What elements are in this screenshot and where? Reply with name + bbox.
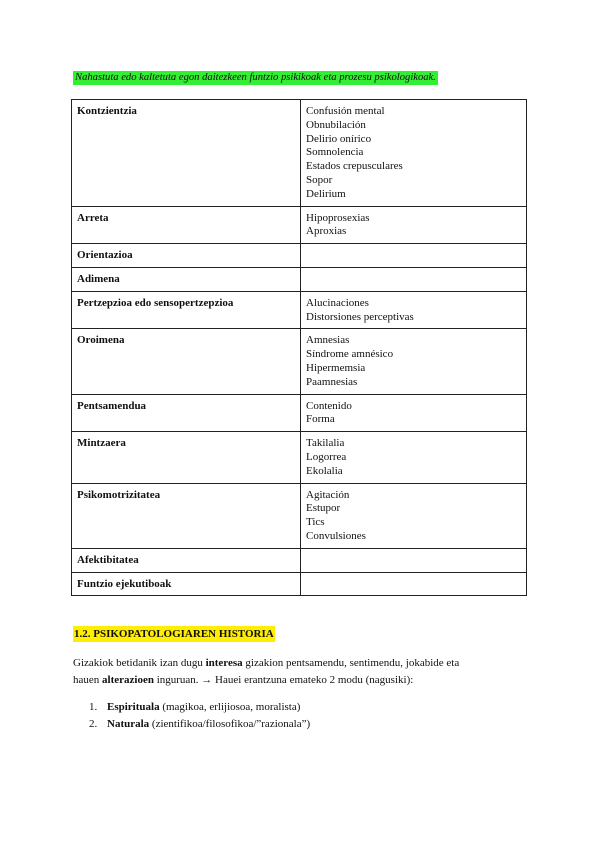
psychic-functions-table bbox=[71, 99, 527, 596]
table-body bbox=[72, 100, 527, 596]
table-row bbox=[72, 483, 527, 548]
disorder-item: Agitación bbox=[306, 488, 350, 501]
ordered-list bbox=[73, 699, 310, 733]
function-name-cell: Adimena bbox=[72, 267, 301, 291]
disorder-item: Tics bbox=[306, 516, 325, 529]
disorders-cell bbox=[301, 548, 527, 572]
table-row bbox=[72, 572, 527, 596]
function-name-cell: Mintzaera bbox=[72, 432, 301, 483]
function-name-cell: Arreta bbox=[72, 206, 301, 244]
disorder-item: Delirium bbox=[306, 187, 346, 200]
list-item bbox=[73, 716, 310, 733]
disorders-cell bbox=[301, 244, 527, 268]
function-name-cell: Afektibitatea bbox=[72, 548, 301, 572]
table-row bbox=[72, 548, 527, 572]
text-run: inguruan. → Hauei erantzuna emateko 2 modu (nagusiki): bbox=[153, 674, 414, 686]
disorder-item: Hipoprosexias bbox=[306, 211, 370, 224]
text-run: Gizakiok betidanik izan dugu bbox=[73, 657, 206, 669]
history-paragraph bbox=[73, 655, 533, 689]
bold-term-interesa: interesa bbox=[205, 657, 243, 669]
function-name-cell: Kontzientzia bbox=[72, 100, 301, 207]
list-item-term: Espirituala bbox=[107, 701, 160, 713]
disorder-item: Síndrome amnésico bbox=[306, 348, 394, 361]
disorder-item: Aproxias bbox=[306, 225, 347, 238]
bold-term-alterazioen: alterazioen bbox=[102, 674, 154, 686]
table-row bbox=[72, 394, 527, 432]
disorders-cell bbox=[301, 432, 527, 483]
disorder-item: Alucinaciones bbox=[306, 296, 369, 309]
disorders-cell bbox=[301, 267, 527, 291]
disorder-item: Obnubilación bbox=[306, 118, 366, 131]
table-row bbox=[72, 432, 527, 483]
text-run: hauen bbox=[73, 674, 103, 686]
table-row bbox=[72, 100, 527, 207]
disorder-item: Delirio onírico bbox=[306, 132, 372, 145]
disorders-cell bbox=[301, 394, 527, 432]
function-name-cell: Orientazioa bbox=[72, 244, 301, 268]
intro-highlighted-text: Nahastuta edo kaltetuta egon daitezkeen funtzio psikikoak eta prozesu psikologikoak. bbox=[75, 72, 436, 83]
list-item-detail: (zientifikoa/filosofikoa/”razionala”) bbox=[149, 718, 311, 730]
function-name-cell: Pentsamendua bbox=[72, 394, 301, 432]
table-row bbox=[72, 244, 527, 268]
disorder-item: Estados crepusculares bbox=[306, 160, 403, 173]
list-item-term: Naturala bbox=[107, 718, 150, 730]
disorder-item: Forma bbox=[306, 413, 335, 426]
disorder-item: Sopor bbox=[306, 173, 333, 186]
table-row bbox=[72, 291, 527, 329]
disorder-item: Ekolalia bbox=[306, 464, 343, 477]
list-item-detail: (magikoa, erlijiosoa, moralista) bbox=[159, 701, 301, 713]
disorder-item: Paamnesias bbox=[306, 375, 358, 388]
paragraph-line-1 bbox=[73, 655, 533, 672]
table-row bbox=[72, 267, 527, 291]
list-number: 2. bbox=[89, 718, 98, 730]
disorders-cell bbox=[301, 206, 527, 244]
paragraph-line-2 bbox=[73, 672, 533, 689]
disorders-cell bbox=[301, 329, 527, 394]
table-row bbox=[72, 329, 527, 394]
text-run: gizakion pentsamendu, sentimendu, jokabide eta bbox=[242, 657, 460, 669]
function-name-cell: Psikomotrizitatea bbox=[72, 483, 301, 548]
disorder-item: Contenido bbox=[306, 399, 352, 412]
disorder-item: Convulsiones bbox=[306, 529, 366, 542]
function-name-cell: Pertzepzioa edo sensopertzepzioa bbox=[72, 291, 301, 329]
list-item bbox=[73, 699, 310, 716]
disorders-cell bbox=[301, 100, 527, 207]
disorder-item: Estupor bbox=[306, 502, 341, 515]
disorder-item: Hipermemsia bbox=[306, 361, 366, 374]
disorders-cell bbox=[301, 572, 527, 596]
disorders-cell bbox=[301, 291, 527, 329]
disorder-item: Amnesias bbox=[306, 334, 350, 347]
disorder-item: Distorsiones perceptivas bbox=[306, 310, 414, 323]
disorder-item: Somnolencia bbox=[306, 146, 364, 159]
function-name-cell: Oroimena bbox=[72, 329, 301, 394]
section-title: 1.2. PSIKOPATOLOGIAREN HISTORIA bbox=[74, 628, 274, 640]
disorder-item: Logorrea bbox=[306, 450, 347, 463]
table-row bbox=[72, 206, 527, 244]
list-number: 1. bbox=[89, 701, 98, 713]
function-name-cell: Funtzio ejekutiboak bbox=[72, 572, 301, 596]
disorder-item: Confusión mental bbox=[306, 105, 385, 117]
disorder-item: Takilalia bbox=[306, 437, 345, 450]
disorders-cell bbox=[301, 483, 527, 548]
